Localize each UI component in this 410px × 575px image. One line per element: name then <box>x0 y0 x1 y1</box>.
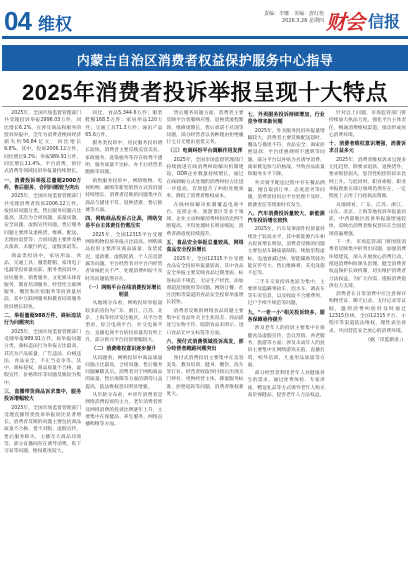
section-subheading: 六、预付式消费领域投诉高发，部分经营者跑路问题突出 <box>166 338 244 353</box>
newspaper-brand-tail: 信报 <box>368 14 401 31</box>
paragraph: 商品类投诉中，家居用品、食品、交通工具、服装鞋帽、家用电子电器等投诉量居前。服务类投诉中，居民服务、销售服务、文化娱乐体育服务、教育培训服务、经营性互联网服务、餐饮和住宿服务等投诉量居前，其中互联网服务和教育培训服务投诉增长较快。 <box>4 253 82 310</box>
paragraph: 从问题看，网购投诉中商品质量问题占比最高，合同问题、售后服务问题紧随其后。消费者对于网购商品的质量、售后保障等方面的期待日益提高，依法维权意识明显增强。 <box>85 355 163 390</box>
text-column <box>329 110 406 572</box>
text-column <box>166 110 243 572</box>
section-subheading: 二、举报量超988万件，商标违法行为问题突出 <box>4 313 82 327</box>
section-subheading: 七、外卖服务投诉持续增加，行业竞争带来新问题 <box>247 112 325 126</box>
section-subheading: 三、直播带货商品诉求集中，服务投诉增幅较大 <box>4 388 82 403</box>
headline-rule <box>2 106 408 107</box>
editor-line: 责编：李娜 美编：唐红艳 <box>263 11 324 17</box>
paragraph: 从地域分布看，网购投诉举报量较多的省份为广东、浙江、江苏、北京、上海等经济发达地区。从平台类型看，综合电商平台、社交电商平台、直播电商平台的投诉量均有所上升，部分新兴平台投诉增幅较大。 <box>85 301 163 343</box>
section-subheading: 四、网购商品投诉占比高，网络交易平台主体责任仍需压实 <box>85 216 163 230</box>
section-name: 维权 <box>38 15 72 34</box>
paragraph: 2025年，全国市场监督管理部门受理举报989.91万件。按举报问题分类，商标违法行为举报占比最高，其次为产品质量、广告违法、价格违法、食品安全、不正当竞争等。其中，商标侵权、商品质量不合格、虚假宣传、价格欺诈等问题反映较为集中。 <box>4 329 82 386</box>
paragraph: 预付式消费投诉主要集中在美容美发、教育培训、健身、餐饮、洗车等行业。经营者收取预付款后出现关门停业、更换经营主体、降低服务标准、拒绝退款等问题，消费者维权难度大。 <box>166 355 244 397</box>
paragraph: 部分经营者利用老年人对健康养生的需求，通过免费体检、专家讲座、赠送礼品等方式诱导老年人购买高价保健品，侵害老年人合法权益。 <box>247 371 325 398</box>
article-headline: 2025年消费者投诉举报呈现十大特点 <box>22 80 388 105</box>
section-subheading: （一）网购平台在线消费投诉增长明显 <box>86 284 162 299</box>
text-column <box>4 110 81 572</box>
newspaper-brand: 财会 <box>326 12 364 34</box>
paragraph: 销售服务投诉中，网络购物、电视购物、邮购等新型销售方式投诉量持续增长，消费者反映的问题集中在商品与描述不符、退换货难、售后推诿等方面。 <box>85 178 163 213</box>
section-subheading: （三）电商纠纷平台调解作用发挥 <box>167 148 243 155</box>
section-subheading: 八、汽车消费投诉量较大，新能源汽车投诉增长较快 <box>247 210 325 225</box>
paragraph: 消费者在日常消费中应注意保存购物凭证、聊天记录、支付记录等证据，遇到消费纠纷时及时通过12315热线、全国12315平台、小程序等渠道依法维权，理性表达诉求，共同营造安全放心的消费环境。 <box>328 292 407 334</box>
paragraph: 消费者反映的网络食品问题主要集中在食品外卖卫生状况差、商品描述与实物不符、临期食品未明示、进口食品无中文标签等方面。 <box>166 308 244 336</box>
paragraph: 2025年，外卖服务投诉举报量增幅较大，消费者主要反映配送超时、餐品与描述不符、食品安全、商家拒绝退款、平台优惠规则不透明等问题。部分平台以补贴为名诱导消费，商家被迫参与价格战，导致食品质量和服务水平下降。 <box>247 128 325 178</box>
paragraph: 2025年，全国12315平台受理食品安全投诉举报量较高，其中食品安全举报主要反映食品过期变质、标签标识不规范、无证生产经营、添加剂超范围使用等问题。网络订餐、社区团购等渠道的食品安全投诉举报增长较快。 <box>166 256 244 306</box>
article-body <box>4 110 406 572</box>
header-rule <box>2 36 408 39</box>
banner-text: 内蒙古自治区消费者权益保护服务中心指导 <box>76 53 334 68</box>
paragraph: 2025年，消费者维权诉求呈现多元化趋势，除要求退款、退换货外，要求赔偿损失、惩罚性赔偿的诉求比例上升。与此同时，职业索赔、职业举报现象在部分领域仍然存在，一定程度上占用了行政执法资源。 <box>328 157 407 200</box>
date-line: 2026.3.26 星期四 <box>281 18 324 24</box>
paragraph: 针对以上问题，市场监管部门将持续加大执法力度，强化平台主体责任，畅通消费维权渠道，推动形成放心消费环境。 <box>328 111 407 138</box>
paragraph: 2025年，全国市场监督管理部门共受理消费者投诉2006.12万件。按投诉问题分类，售后服务问题占比最高，其次为合同问题、质量问题、安全问题、虚假宣传问题。售后服务问题主要涉及退换货、维修、配送、无理由退货等；合同问题主要涉及格式条款、未履行约定、虚假承诺等。 <box>4 194 82 251</box>
paragraph: 在线纠纷解决机制覆盖电商平台、连锁企业、旅游景区等多个领域，企业主动和解消费纠纷的比例不断提高，平均处理时长明显缩短，消费者满意度持续提升。 <box>166 202 244 237</box>
paragraph: 2025年，汽车及零部件投诉量持续处于较高水平，其中新能源汽车相关投诉增长明显。消费者反映的问题主要包括车辆质量缺陷、续航里程虚标、电池衰减过快、智能辅助驾驶功能宣传夸大、售后维修难、充电设施不足等。 <box>247 227 325 277</box>
guidance-banner <box>2 45 408 71</box>
editor-date-info <box>228 11 324 25</box>
paragraph: 二手车交易投诉也较为集中，主要涉及隐瞒事故车、泡水车、调表车等车况信息，以及收取不合理费用、过户手续不规范等问题。 <box>247 279 325 307</box>
paragraph: 下一步，市场监管部门将围绕消费者反映集中的突出问题，加强消费环境建设，深入开展放心消费行动，推进消费纠纷源头治理，健全消费者权益保护长效机制，切实维护消费者合法权益，为扩大内需、提振消费提供有力支撑。 <box>328 240 407 289</box>
page-number: 04 <box>4 6 31 36</box>
paragraph: 2025年，全国市场监督管理部门受理直播带货投诉举报同比显著增长。消费者反映的问题主要包括商品质量不合格、货不对版、虚假宣传、售后服务缺失、主播夸大商品功效等，部分直播间存在诱导消费、私下交易等问题，维权难度较大。 <box>4 405 82 455</box>
text-column <box>85 110 162 572</box>
paragraph: 从地域看，广东、江苏、浙江、山东、北京、上海等地投诉举报量居前，中西部地区投诉举报量增速较快，反映出消费者维权意识在全国范围普遍增强。 <box>328 202 407 237</box>
text-column <box>248 110 325 572</box>
masthead <box>0 0 410 40</box>
paragraph: 2025年，全国市场监督管理部门持续推进在线消费纠纷解决机制建设，ODR企业数量持续增长，通过在线调解方式处理的消费纠纷占比进一步提高，有效提升了纠纷处理效率，降低了消费者维权成本。 <box>166 157 244 200</box>
section-subheading: 十、消费者维权意识增强，消费诉求日益多元 <box>328 141 407 155</box>
paragraph: 2025年，全国市场监督管理部门共受理投诉举报2996.03万件，同比增长6.2%。在涉及商品和服务的投诉举报中，全年为消费者挽回经济损失约56.84亿元，同比增长9.8%。其中，投诉2006.12万件，同比增长9.3%；举报989.91万件，同比增长11.4%。平台消费、预付式消费等领域投诉举报量持续增长。 <box>4 111 82 175</box>
paragraph: 服务类投诉中，居民服务投诉增长较快。消费者主要反映美容美发、家政服务、洗染服务等存在收费不透明、服务质量不达标、办卡后经营者跑路等问题。 <box>85 141 163 176</box>
paragraph: 从年龄分布看，中青年消费者是网络消费投诉的主力，老年消费者涉及网络消费的投诉比例逐年上升，主要集中在保健品、养生服务、网络直播购物等方面。 <box>85 392 163 428</box>
section-subheading: 五、食品安全举报总量较高，网络食品安全投诉增长 <box>166 240 244 254</box>
paragraph: 涉及老年人的投诉主要集中在保健食品虚假宣传、会议营销、养老服务、旅游等方面；涉及未成年人的投诉主要集中在网络游戏充值、直播打赏、校外培训、儿童用品质量等方面。 <box>247 326 325 368</box>
paragraph: 外卖骑手配送过程中存在餐品洒漏、擅自取消订单、态度恶劣等问题，消费者投诉后平台处理不及时、推诿责任等现象时有发生。 <box>247 180 325 208</box>
section-subheading: 一、消费投诉举报总量超2000万件，售后服务、合同问题较为突出 <box>4 177 82 191</box>
paragraph: 2025年，全国12315平台受理网络购物投诉举报占比较高。网购商品投诉主要涉及商品质量、发货延迟、退款难、虚假促销、个人信息泄露等问题。平台经营者对平台内经营者审核把关不严、处理消费纠纷不及时等问题依然存在。 <box>85 232 163 282</box>
section-subheading: （二）消费维权意识逐步提升 <box>91 346 157 353</box>
section-subheading: 九、"一老一小"相关投诉较多，服务保障亟待提升 <box>247 309 325 324</box>
source-byline: （据「市监新语」） <box>365 337 407 343</box>
paragraph: 同比，食品5,344.6万件；服装鞋帽168.5万件；家居用品120万件；交通工具71.3万件；通讯产品65.6万件。 <box>85 111 163 138</box>
paragraph: 售后服务问题方面，消费者主要反映平台客服响应慢、退换货流程繁琐、维修周期长、售后承诺不兑现等问题，部分经营者以各种理由拒绝履行七日无理由退货义务。 <box>166 111 244 146</box>
